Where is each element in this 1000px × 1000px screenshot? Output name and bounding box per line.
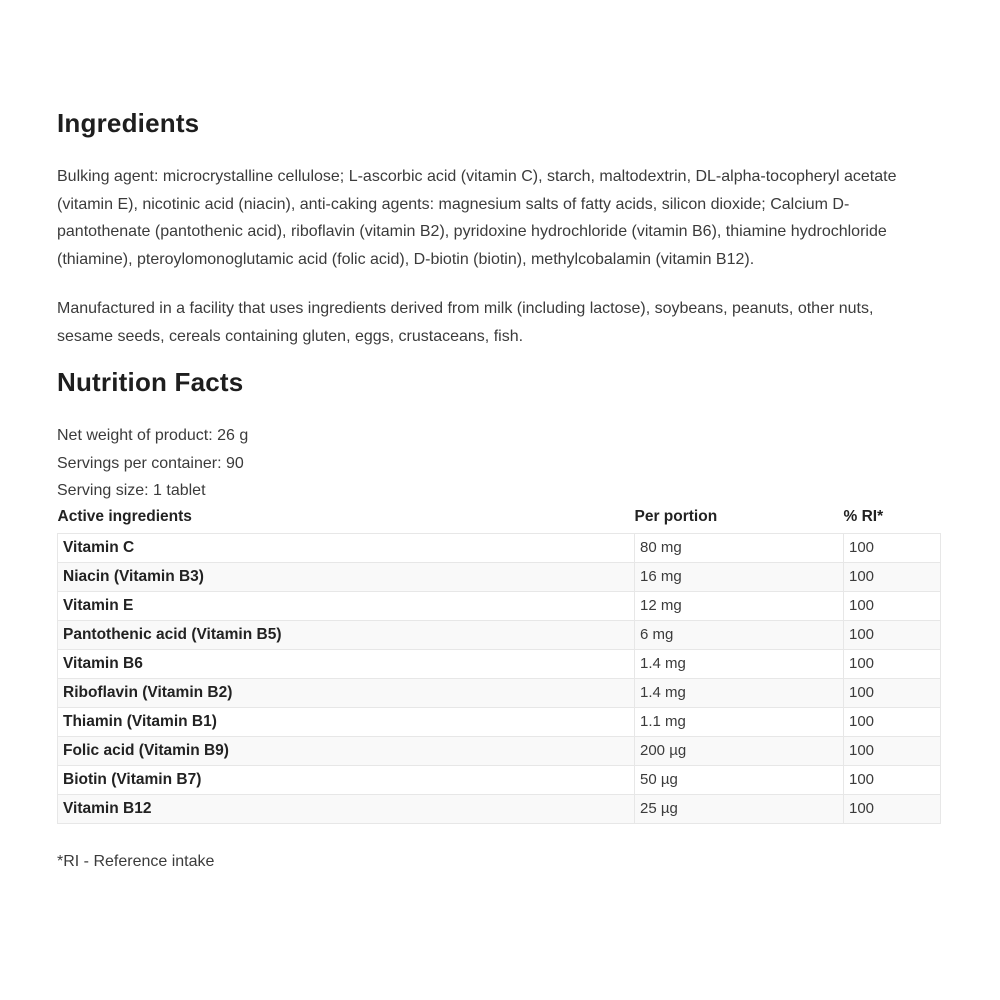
cell-ri: 100 xyxy=(844,649,941,678)
cell-portion: 16 mg xyxy=(635,562,844,591)
table-row xyxy=(58,765,941,794)
nutrition-table xyxy=(57,505,941,824)
ri-footnote: *RI - Reference intake xyxy=(57,852,215,870)
cell-ri: 100 xyxy=(844,707,941,736)
table-row xyxy=(58,707,941,736)
serving-size-line: Serving size: 1 tablet xyxy=(57,482,206,499)
header-percent-ri: % RI* xyxy=(843,507,884,525)
cell-portion: 25 µg xyxy=(635,794,844,823)
cell-name: Biotin (Vitamin B7) xyxy=(58,765,635,794)
cell-ri: 100 xyxy=(844,765,941,794)
table-row xyxy=(58,794,941,823)
ingredients-title: Ingredients xyxy=(57,108,200,138)
cell-ri: 100 xyxy=(844,533,941,562)
cell-name: Pantothenic acid (Vitamin B5) xyxy=(58,620,635,649)
table-row xyxy=(58,591,941,620)
cell-name: Riboflavin (Vitamin B2) xyxy=(58,678,635,707)
table-row xyxy=(58,533,941,562)
cell-name: Vitamin B12 xyxy=(58,794,635,823)
table-row xyxy=(58,562,941,591)
cell-name: Vitamin E xyxy=(58,591,635,620)
cell-portion: 1.4 mg xyxy=(635,678,844,707)
nutrition-table-body xyxy=(58,533,941,823)
table-row xyxy=(58,678,941,707)
nutrition-facts-title: Nutrition Facts xyxy=(57,367,244,397)
cell-name: Vitamin C xyxy=(58,533,635,562)
cell-portion: 80 mg xyxy=(635,533,844,562)
cell-ri: 100 xyxy=(844,736,941,765)
header-per-portion: Per portion xyxy=(634,507,718,525)
header-active-ingredients: Active ingredients xyxy=(57,507,192,525)
table-row xyxy=(58,649,941,678)
table-row xyxy=(58,620,941,649)
cell-portion: 50 µg xyxy=(635,765,844,794)
servings-per-container-line: Servings per container: 90 xyxy=(57,454,244,472)
net-weight-line: Net weight of product: 26 g xyxy=(57,427,249,444)
allergen-statement-paragraph: Manufactured in a facility that uses ingredients derived from milk (including lactose), soybeans, peanuts, other nuts, sesame seeds, cereals containing gluten, eggs, crustaceans, fish. xyxy=(57,300,874,345)
cell-ri: 100 xyxy=(844,562,941,591)
cell-portion: 1.1 mg xyxy=(635,707,844,736)
table-header-row xyxy=(58,505,941,534)
cell-portion: 1.4 mg xyxy=(635,649,844,678)
ingredients-section xyxy=(57,106,940,350)
ingredients-composition-paragraph: Bulking agent: microcrystalline cellulose; L-ascorbic acid (vitamin C), starch, maltodextrin, DL-alpha-tocopheryl acetate (vitamin E), nicotinic acid (niacin), anti-caking agents: magnesium salts of fatty acids, silicon dioxide; Calcium D-pantothenate (pantothenic acid), riboflavin (vitamin B2), pyridoxine hydrochloride (vitamin B6), thiamine hydrochloride (thiamine), pteroylomonoglutamic acid (folic acid), D-biotin (biotin), methylcobalamin (vitamin B12). xyxy=(57,168,897,268)
cell-portion: 12 mg xyxy=(635,591,844,620)
cell-ri: 100 xyxy=(844,620,941,649)
cell-name: Vitamin B6 xyxy=(58,649,635,678)
nutrition-facts-section xyxy=(57,365,940,875)
cell-ri: 100 xyxy=(844,794,941,823)
cell-portion: 200 µg xyxy=(635,736,844,765)
cell-ri: 100 xyxy=(844,678,941,707)
cell-name: Niacin (Vitamin B3) xyxy=(58,562,635,591)
cell-name: Thiamin (Vitamin B1) xyxy=(58,707,635,736)
cell-name: Folic acid (Vitamin B9) xyxy=(58,736,635,765)
cell-ri: 100 xyxy=(844,591,941,620)
table-row xyxy=(58,736,941,765)
cell-portion: 6 mg xyxy=(635,620,844,649)
